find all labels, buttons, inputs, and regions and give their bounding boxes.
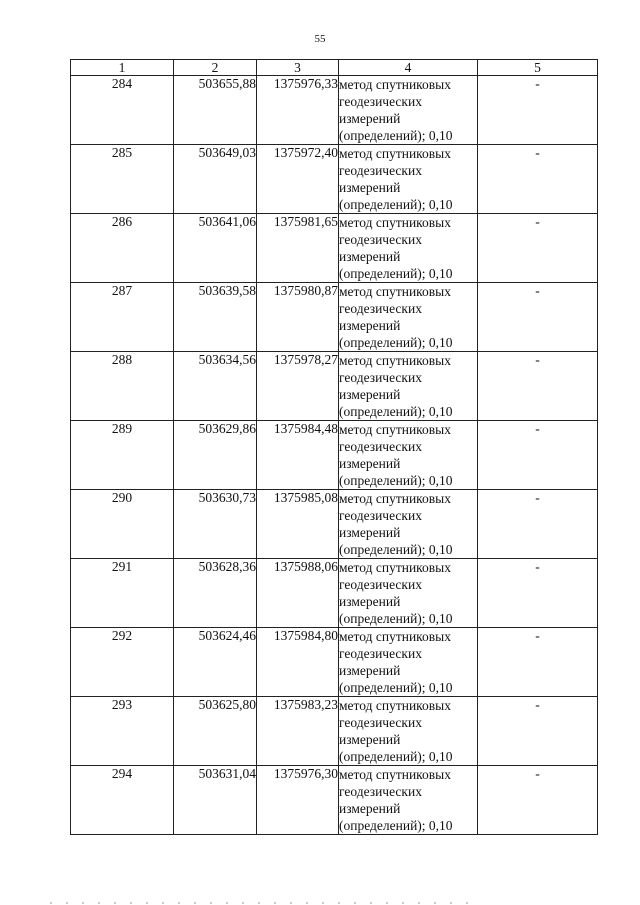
x-coordinate-cell: 503649,03 (174, 145, 257, 214)
table-row (71, 490, 598, 559)
x-coordinate-cell: 503655,88 (174, 76, 257, 145)
method-line: метод спутниковых (339, 491, 451, 506)
method-cell (339, 352, 478, 421)
method-line: геодезических (339, 715, 422, 730)
method-cell (339, 145, 478, 214)
method-line: измерений (339, 249, 401, 264)
note-cell: - (478, 559, 598, 628)
header-cell: 3 (257, 60, 339, 76)
x-coordinate-cell: 503628,36 (174, 559, 257, 628)
method-line: метод спутниковых (339, 422, 451, 437)
table-row (71, 766, 598, 835)
table-row (71, 145, 598, 214)
x-coordinate-cell: 503639,58 (174, 283, 257, 352)
note-cell: - (478, 628, 598, 697)
point-number-cell: 291 (71, 559, 174, 628)
note-cell: - (478, 490, 598, 559)
footer-scan-line (50, 896, 470, 905)
method-cell (339, 214, 478, 283)
y-coordinate-cell: 1375984,80 (257, 628, 339, 697)
method-line: (определений); 0,10 (339, 335, 453, 350)
method-line: геодезических (339, 232, 422, 247)
y-coordinate-cell: 1375984,48 (257, 421, 339, 490)
y-coordinate-cell: 1375978,27 (257, 352, 339, 421)
y-coordinate-cell: 1375985,08 (257, 490, 339, 559)
method-cell (339, 697, 478, 766)
method-line: измерений (339, 663, 401, 678)
method-line: геодезических (339, 577, 422, 592)
method-line: (определений); 0,10 (339, 128, 453, 143)
table-body (71, 76, 598, 835)
point-number-cell: 285 (71, 145, 174, 214)
point-number-cell: 286 (71, 214, 174, 283)
method-line: геодезических (339, 784, 422, 799)
method-line: метод спутниковых (339, 146, 451, 161)
point-number-cell: 290 (71, 490, 174, 559)
point-number-cell: 292 (71, 628, 174, 697)
method-line: измерений (339, 801, 401, 816)
method-cell (339, 421, 478, 490)
y-coordinate-cell: 1375981,65 (257, 214, 339, 283)
table-row (71, 559, 598, 628)
y-coordinate-cell: 1375988,06 (257, 559, 339, 628)
method-cell (339, 766, 478, 835)
method-line: (определений); 0,10 (339, 266, 453, 281)
point-number-cell: 289 (71, 421, 174, 490)
table-row (71, 76, 598, 145)
method-line: (определений); 0,10 (339, 542, 453, 557)
x-coordinate-cell: 503625,80 (174, 697, 257, 766)
method-line: метод спутниковых (339, 560, 451, 575)
method-line: геодезических (339, 439, 422, 454)
note-cell: - (478, 421, 598, 490)
x-coordinate-cell: 503641,06 (174, 214, 257, 283)
method-line: геодезических (339, 94, 422, 109)
x-coordinate-cell: 503630,73 (174, 490, 257, 559)
header-cell: 1 (71, 60, 174, 76)
point-number-cell: 288 (71, 352, 174, 421)
method-line: метод спутниковых (339, 353, 451, 368)
method-line: измерений (339, 732, 401, 747)
header-cell: 5 (478, 60, 598, 76)
point-number-cell: 293 (71, 697, 174, 766)
table-row (71, 421, 598, 490)
method-line: геодезических (339, 301, 422, 316)
method-line: метод спутниковых (339, 284, 451, 299)
method-line: метод спутниковых (339, 77, 451, 92)
header-cell: 2 (174, 60, 257, 76)
y-coordinate-cell: 1375980,87 (257, 283, 339, 352)
y-coordinate-cell: 1375983,23 (257, 697, 339, 766)
note-cell: - (478, 352, 598, 421)
method-line: измерений (339, 111, 401, 126)
note-cell: - (478, 697, 598, 766)
method-line: измерений (339, 594, 401, 609)
coordinates-table (70, 59, 598, 835)
table-row (71, 628, 598, 697)
y-coordinate-cell: 1375972,40 (257, 145, 339, 214)
method-line: (определений); 0,10 (339, 680, 453, 695)
x-coordinate-cell: 503631,04 (174, 766, 257, 835)
method-line: (определений); 0,10 (339, 611, 453, 626)
method-line: (определений); 0,10 (339, 749, 453, 764)
table-row (71, 214, 598, 283)
point-number-cell: 294 (71, 766, 174, 835)
header-cell: 4 (339, 60, 478, 76)
table-row (71, 697, 598, 766)
method-cell (339, 559, 478, 628)
table-row (71, 283, 598, 352)
page-number: 55 (314, 33, 326, 45)
x-coordinate-cell: 503629,86 (174, 421, 257, 490)
method-line: измерений (339, 387, 401, 402)
table-row (71, 352, 598, 421)
point-number-cell: 287 (71, 283, 174, 352)
x-coordinate-cell: 503624,46 (174, 628, 257, 697)
method-line: (определений); 0,10 (339, 473, 453, 488)
method-cell (339, 490, 478, 559)
method-cell (339, 628, 478, 697)
method-line: измерений (339, 318, 401, 333)
method-line: измерений (339, 180, 401, 195)
note-cell: - (478, 76, 598, 145)
method-line: измерений (339, 525, 401, 540)
point-number-cell: 284 (71, 76, 174, 145)
note-cell: - (478, 283, 598, 352)
table-header-row (71, 60, 598, 76)
method-line: геодезических (339, 163, 422, 178)
note-cell: - (478, 145, 598, 214)
method-cell (339, 76, 478, 145)
note-cell: - (478, 766, 598, 835)
y-coordinate-cell: 1375976,30 (257, 766, 339, 835)
method-line: (определений); 0,10 (339, 818, 453, 833)
x-coordinate-cell: 503634,56 (174, 352, 257, 421)
method-line: метод спутниковых (339, 767, 451, 782)
method-line: (определений); 0,10 (339, 197, 453, 212)
note-cell: - (478, 214, 598, 283)
method-line: метод спутниковых (339, 629, 451, 644)
method-line: измерений (339, 456, 401, 471)
method-line: геодезических (339, 646, 422, 661)
method-line: метод спутниковых (339, 215, 451, 230)
method-cell (339, 283, 478, 352)
method-line: геодезических (339, 370, 422, 385)
method-line: (определений); 0,10 (339, 404, 453, 419)
method-line: геодезических (339, 508, 422, 523)
y-coordinate-cell: 1375976,33 (257, 76, 339, 145)
method-line: метод спутниковых (339, 698, 451, 713)
